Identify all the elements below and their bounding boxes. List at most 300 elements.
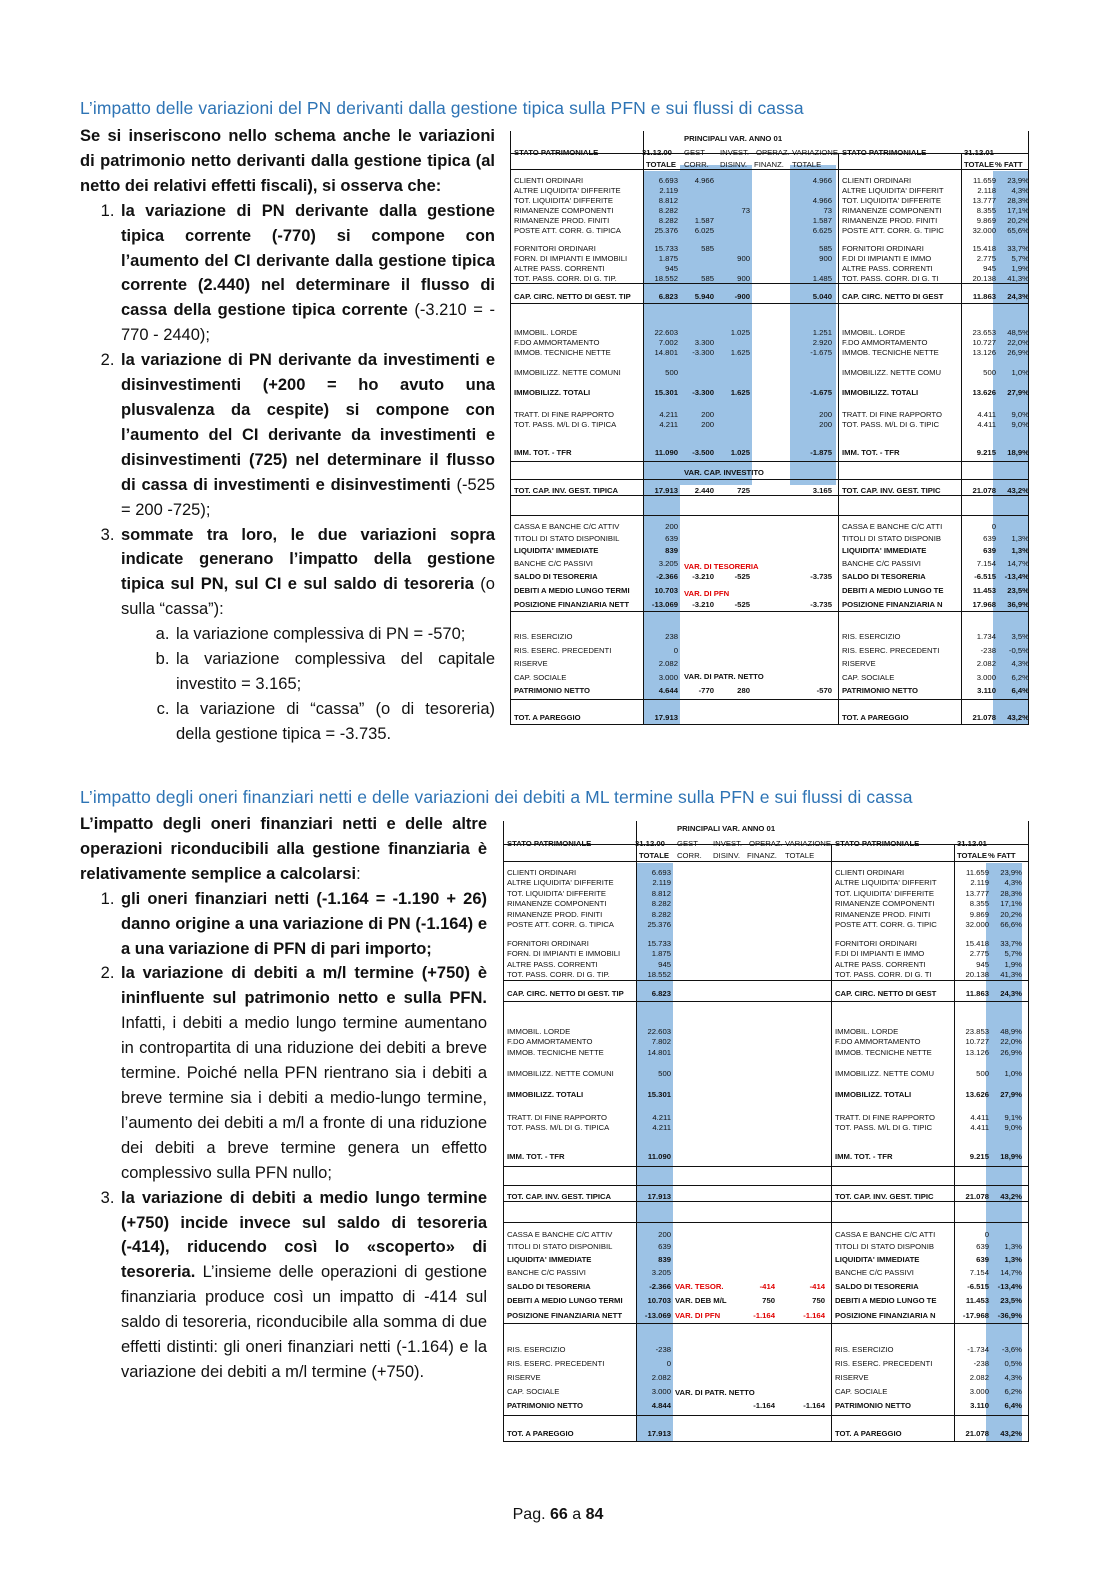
row-value-left: 17.913 xyxy=(654,713,678,722)
row-value-left: 8.812 xyxy=(658,196,678,205)
row-label-left: BANCHE C/C PASSIVI xyxy=(507,1268,586,1277)
section2-intro: L’impatto degli oneri finanziari netti e delle altre operazioni riconducibili alla gestione finanziaria è relativamente semplice a calcolarsi: xyxy=(80,815,487,883)
row-label-right: BANCHE C/C PASSIVI xyxy=(835,1268,914,1277)
label-var-pn-2: VAR. DI PATR. NETTO xyxy=(675,1388,755,1397)
row-value-left: 6.693 xyxy=(651,868,671,877)
header-gest: GEST xyxy=(684,148,705,157)
row-label-right: POSIZIONE FINANZIARIA N xyxy=(835,1311,936,1320)
row-label-left: CASSA E BANCHE C/C ATTIV xyxy=(514,522,620,531)
row-label-right: BANCHE C/C PASSIVI xyxy=(842,559,921,568)
row-perc-right: 22,0% xyxy=(1007,338,1029,347)
row-label-left: IMMOB. TECNICHE NETTE xyxy=(507,1048,604,1057)
row-variazione: 585 xyxy=(819,244,832,253)
row-value-right: 32.000 xyxy=(965,920,989,929)
row-value-right: 20.138 xyxy=(965,970,989,979)
row-value-left: 200 xyxy=(665,522,678,531)
row-value-left: 4.844 xyxy=(651,1401,671,1410)
row-value-right: 500 xyxy=(983,368,996,377)
grid-line xyxy=(510,461,1029,462)
row-perc-right: 20,2% xyxy=(1000,910,1022,919)
row-label-right: SALDO DI TESORERIA xyxy=(835,1282,919,1291)
row-label-right: RIMANENZE PROD. FINITI xyxy=(835,910,931,919)
row-label-right: TOT. A PAREGGIO xyxy=(835,1429,902,1438)
row-perc-right: 0,5% xyxy=(1004,1359,1022,1368)
row-perc-right: 9,0% xyxy=(1004,1123,1022,1132)
row-value-right: 13.777 xyxy=(965,889,989,898)
row-gest: 585 xyxy=(701,244,714,253)
row-perc-right: 17,1% xyxy=(1000,899,1022,908)
row-label-right: RISERVE xyxy=(842,659,876,668)
row-label-right: TITOLI DI STATO DISPONIB xyxy=(842,534,941,543)
row-perc-right: 1,3% xyxy=(1004,1255,1022,1264)
row-value-right: 639 xyxy=(976,1255,989,1264)
label-var-tesor: VAR. TESOR. xyxy=(675,1282,724,1291)
row-value-left: 2.119 xyxy=(659,186,678,195)
row-label-left: IMMOBILIZZ. NETTE COMUNI xyxy=(507,1069,614,1078)
row-label-right: RIS. ESERC. PRECEDENTI xyxy=(842,646,940,655)
row-value-right: 4.411 xyxy=(977,420,996,429)
row-label-right: CAP. CIRC. NETTO DI GEST xyxy=(842,292,944,301)
row-perc-right: 23,9% xyxy=(1000,868,1022,877)
row-value-right: 8.355 xyxy=(976,206,996,215)
section1-sub-b: b. la variazione complessiva del capitale investito = 3.165; xyxy=(174,647,495,697)
row-label-left: IMMOB. TECNICHE NETTE xyxy=(514,348,611,357)
row-perc-right: 1,3% xyxy=(1011,534,1029,543)
row-label-left: F.DO AMMORTAMENTO xyxy=(514,338,600,347)
row-gest: -3.300 xyxy=(692,388,714,397)
row-perc-right: 1,3% xyxy=(1011,546,1029,555)
row-value-right: 1.734 xyxy=(976,632,996,641)
section1-intro: Se si inseriscono nello schema anche le variazioni di patrimonio netto derivanti dalla gestione tipica (al netto dei relativi effetti fiscali), si osserva che: xyxy=(80,127,495,195)
header-corr: CORR. xyxy=(684,160,709,169)
row-perc-right: 14,7% xyxy=(1007,559,1029,568)
row-label-right: TOT. CAP. INV. GEST. TIPIC xyxy=(842,486,941,495)
row-value-right: 13.626 xyxy=(972,388,996,397)
row-value-right: 4.411 xyxy=(977,410,996,419)
row-gest: 3.300 xyxy=(694,338,714,347)
row-gest: 5.940 xyxy=(694,292,714,301)
row-label-right: TOT. A PAREGGIO xyxy=(842,713,909,722)
row-label-left: TOT. A PAREGGIO xyxy=(507,1429,574,1438)
row-gest: 200 xyxy=(701,410,714,419)
row-variazione: -1.675 xyxy=(810,348,832,357)
row-value-right: 13.126 xyxy=(972,348,996,357)
row-label-right: RIMANENZE PROD. FINITI xyxy=(842,216,938,225)
row-perc-right: 1,9% xyxy=(1004,960,1022,969)
header-invest: INVEST. xyxy=(720,148,750,157)
row-label-left: RIS. ESERCIZIO xyxy=(514,632,573,641)
section1-item-2: 2. la variazione di PN derivante da investimenti e disinvestimenti (+200 = ho avuto una plusvalenza da cespite) si compone con l’aumento del CI derivante da investimenti e disinvestimenti (725) nel determinare il flusso di cassa di investimenti e disinvestimenti (-525 = 200 -725); xyxy=(119,348,495,522)
header-totale-var: TOTALE xyxy=(785,851,815,860)
header-totale-right: TOTALE xyxy=(957,851,988,860)
section2-item-1: 1. gli oneri finanziari netti (-1.164 = -1.190 + 26) danno origine a una variazione di PN (-1.164) e a una variazione di PFN di pari importo; xyxy=(119,887,487,962)
row-value-right: 2.775 xyxy=(976,254,996,263)
row-label-left: ALTRE LIQUIDITA' DIFFERITE xyxy=(507,878,614,887)
grid-line xyxy=(1028,821,1029,1442)
row-perc-right: 4,3% xyxy=(1004,1373,1022,1382)
row-value-left: 839 xyxy=(658,1255,671,1264)
row-value-right: 9.869 xyxy=(976,216,996,225)
row-label-right: FORNITORI ORDINARI xyxy=(835,939,917,948)
row-value-left: 6.823 xyxy=(651,989,671,998)
row-value-left: 839 xyxy=(665,546,678,555)
row-label-left: SALDO DI TESORERIA xyxy=(514,572,598,581)
row-perc-right: 36,9% xyxy=(1007,600,1029,609)
row-label-right: TOT. PASS. M/L DI G. TIPIC xyxy=(842,420,940,429)
row-perc-right: 9,1% xyxy=(1004,1113,1022,1122)
row-label-right: F.DO AMMORTAMENTO xyxy=(842,338,928,347)
row-value-right: 17.968 xyxy=(972,600,996,609)
row-value-right: 9.215 xyxy=(969,1152,989,1161)
table-title: PRINCIPALI VAR. ANNO 01 xyxy=(684,134,783,143)
grid-line xyxy=(503,1222,1029,1223)
row-perc-right: 4,3% xyxy=(1004,878,1022,887)
row-variazione: 900 xyxy=(819,254,832,263)
row-value-right: -238 xyxy=(973,1359,989,1368)
row-value-left: 8.812 xyxy=(651,889,671,898)
row-value-right: 21.078 xyxy=(972,713,996,722)
row-label-left: CAP. CIRC. NETTO DI GEST. TIP xyxy=(507,989,624,998)
row-perc-right: 23,5% xyxy=(1000,1296,1022,1305)
row-label-left: CAP. SOCIALE xyxy=(514,673,567,682)
row-perc-right: 66,6% xyxy=(1000,920,1022,929)
row-value-right: 11.659 xyxy=(966,868,989,877)
row-perc-right: 27,9% xyxy=(1000,1090,1022,1099)
row-label-right: IMMOBIL. LORDE xyxy=(842,328,906,337)
row-value-right: 10.727 xyxy=(972,338,996,347)
row-label-left: RISERVE xyxy=(514,659,548,668)
row-value-right: 11.863 xyxy=(965,989,989,998)
header-stato-patrimoniale-right: STATO PATRIMONIALE xyxy=(842,148,927,157)
row-perc-right: 48,5% xyxy=(1007,328,1029,337)
row-label-left: RISERVE xyxy=(507,1373,541,1382)
row-value-left: 14.801 xyxy=(647,1048,671,1057)
header-finanz: FINANZ. xyxy=(747,851,777,860)
grid-line xyxy=(831,844,832,1442)
row-label-left: TOT. PASS. M/L DI G. TIPICA xyxy=(514,420,617,429)
row-value-left: 10.703 xyxy=(654,586,678,595)
row-value-left: 25.376 xyxy=(647,920,671,929)
row-gest: -3.500 xyxy=(692,448,714,457)
row-label-left: CAP. CIRC. NETTO DI GEST. TIP xyxy=(514,292,631,301)
header-date-right: 31.12.01 xyxy=(964,148,994,157)
row-value-right: 945 xyxy=(976,960,989,969)
row-label-left: IMMOBIL. LORDE xyxy=(507,1027,571,1036)
row-perc-right: 4,3% xyxy=(1011,186,1029,195)
row-label-left: TITOLI DI STATO DISPONIBIL xyxy=(514,534,620,543)
row-perc-right: 6,4% xyxy=(1011,686,1029,695)
row-value-right: 2.775 xyxy=(969,949,989,958)
row-value-right: 3.000 xyxy=(969,1387,989,1396)
row-variazione: 200 xyxy=(819,410,832,419)
row-perc-right: 1,0% xyxy=(1011,368,1029,377)
row-label-left: BANCHE C/C PASSIVI xyxy=(514,559,593,568)
row-label-left: RIMANENZE COMPONENTI xyxy=(514,206,614,215)
row-label-left: TOT. LIQUIDITA' DIFFERITE xyxy=(507,889,606,898)
row-label-right: RIMANENZE COMPONENTI xyxy=(835,899,935,908)
row-value-right: -6.515 xyxy=(967,1282,989,1291)
row-label-right: PATRIMONIO NETTO xyxy=(835,1401,912,1410)
row-perc-right: 9,0% xyxy=(1011,410,1029,419)
row-value-left: 11.090 xyxy=(647,1152,671,1161)
row-label-left: IMM. TOT. - TFR xyxy=(514,448,572,457)
row-value-left: 1.875 xyxy=(651,949,671,958)
row-variazione: 1.485 xyxy=(812,274,832,283)
row-label-right: RISERVE xyxy=(835,1373,869,1382)
row-label-left: TRATT. DI FINE RAPPORTO xyxy=(514,410,614,419)
header-variazione: VARIAZIONE xyxy=(792,148,838,157)
row-value-right: 15.418 xyxy=(965,939,989,948)
row-label-right: CASSA E BANCHE C/C ATTI xyxy=(842,522,943,531)
row-label-right: POSTE ATT. CORR. G. TIPIC xyxy=(842,226,944,235)
header-finanz: FINANZ. xyxy=(754,160,784,169)
row-label-left: CASSA E BANCHE C/C ATTIV xyxy=(507,1230,613,1239)
label-var-tesoreria: VAR. DI TESORERIA xyxy=(684,562,759,571)
row-value-left: 11.090 xyxy=(654,448,678,457)
row-label-right: TOT. PASS. CORR. DI G. TI xyxy=(835,970,932,979)
grid-line xyxy=(838,153,839,725)
header-perc-fatt: % FATT xyxy=(988,851,1016,860)
row-gest: -770 xyxy=(698,686,714,695)
grid-line xyxy=(510,515,1029,516)
row-value-left: 200 xyxy=(658,1230,671,1239)
row-value-left: 17.913 xyxy=(647,1429,671,1438)
label-var-pfn-2: VAR. DI PFN xyxy=(675,1311,721,1320)
row-value-left: 945 xyxy=(665,264,678,273)
row-label-left: LIQUIDITA' IMMEDIATE xyxy=(507,1255,592,1264)
row-value-right: 15.418 xyxy=(972,244,996,253)
row-value-left: 2.082 xyxy=(658,659,678,668)
row-value-left: -13.069 xyxy=(651,600,678,609)
row-perc-right: 1,3% xyxy=(1004,1242,1022,1251)
row-value-left: 4.211 xyxy=(652,1123,671,1132)
row-perc-right: 4,3% xyxy=(1011,659,1029,668)
section1-item-1: 1. la variazione di PN derivante dalla gestione tipica corrente (-770) si compone con l’aumento del CI derivante dalla gestione tipica corrente (2.440) nel determinare il flusso di cassa della gestione tipica corrente (-3.210 = - 770 - 2440); xyxy=(119,199,495,348)
row-perc-right: 33,7% xyxy=(1000,939,1022,948)
row-value-right: 21.078 xyxy=(965,1429,989,1438)
row-value-left: 8.282 xyxy=(651,910,671,919)
row-perc-right: 23,9% xyxy=(1007,176,1029,185)
section2-item-3: 3. la variazione di debiti a medio lungo termine (+750) incide invece sul saldo di tesoreria (-414), riducendo così lo «scoperto» di tesoreria. L’insieme delle operazioni di gestione finanziaria produce così un impatto di -414 sul saldo di tesoreria, riconducibile alla somma di due effetti distinti: gli oneri finanziari netti (-1.164) e la variazione dei debiti a m/l termine (+750). xyxy=(119,1186,487,1385)
row-label-left: TOT. CAP. INV. GEST. TIPICA xyxy=(514,486,619,495)
row-perc-right: 3,5% xyxy=(1011,632,1029,641)
header-gest: GEST xyxy=(677,839,698,848)
row-label-right: IMMOBIL. LORDE xyxy=(835,1027,899,1036)
row-gest: 2.440 xyxy=(694,486,714,495)
row-value-left: 3.000 xyxy=(658,673,678,682)
header-date-left: 31.12.00 xyxy=(642,148,672,157)
row-perc-right: -36,9% xyxy=(997,1311,1022,1320)
row-variazione: -3.735 xyxy=(810,572,832,581)
section2-text xyxy=(80,812,487,1385)
row-label-right: IMMOB. TECNICHE NETTE xyxy=(835,1048,932,1057)
var-pfn-value: -1.164 xyxy=(753,1311,775,1320)
row-label-left: IMMOBIL. LORDE xyxy=(514,328,578,337)
row-value-left: -2.366 xyxy=(656,572,678,581)
row-value-right: 21.078 xyxy=(972,486,996,495)
row-perc-right: 6,2% xyxy=(1004,1387,1022,1396)
row-value-left: 3.000 xyxy=(651,1387,671,1396)
row-perc-right: 20,2% xyxy=(1007,216,1029,225)
row-value-left: 8.282 xyxy=(658,206,678,215)
row-label-right: RIS. ESERC. PRECEDENTI xyxy=(835,1359,933,1368)
row-label-left: SALDO DI TESORERIA xyxy=(507,1282,591,1291)
row-label-right: RIS. ESERCIZIO xyxy=(842,632,901,641)
row-value-right: 639 xyxy=(976,1242,989,1251)
row-label-left: POSTE ATT. CORR. G. TIPICA xyxy=(514,226,621,235)
row-invest: 280 xyxy=(737,686,750,695)
row-label-right: ALTRE PASS. CORRENTI xyxy=(842,264,933,273)
header-totale-left: TOTALE xyxy=(646,160,677,169)
row-perc-right: -13,4% xyxy=(1004,572,1029,581)
row-perc-right: 14,7% xyxy=(1000,1268,1022,1277)
row-value-right: 0 xyxy=(984,1230,989,1239)
row-value-right: 13.777 xyxy=(972,196,996,205)
row-label-right: LIQUIDITA' IMMEDIATE xyxy=(835,1255,920,1264)
row-value-right: 3.110 xyxy=(977,686,996,695)
row-label-left: CAP. SOCIALE xyxy=(507,1387,560,1396)
row-value-left: -2.366 xyxy=(649,1282,671,1291)
row-value-left: 17.913 xyxy=(654,486,678,495)
row-value-right: 4.411 xyxy=(970,1123,989,1132)
row-perc-right: 6,4% xyxy=(1004,1401,1022,1410)
row-label-right: IMM. TOT. - TFR xyxy=(835,1152,893,1161)
row-value-left: 1.875 xyxy=(658,254,678,263)
row-label-left: F.DO AMMORTAMENTO xyxy=(507,1037,593,1046)
row-value-right: 9.869 xyxy=(969,910,989,919)
row-label-right: IMMOB. TECNICHE NETTE xyxy=(842,348,939,357)
row-perc-right: 5,7% xyxy=(1011,254,1029,263)
grid-line xyxy=(503,1323,1029,1324)
row-perc-right: 22,0% xyxy=(1000,1037,1022,1046)
row-gest: 4.966 xyxy=(694,176,714,185)
row-label-left: POSTE ATT. CORR. G. TIPICA xyxy=(507,920,614,929)
row-value-right: 0 xyxy=(991,522,996,531)
row-label-right: POSIZIONE FINANZIARIA N xyxy=(842,600,943,609)
grid-line xyxy=(503,1001,1029,1002)
row-label-right: IMMOBILIZZ. NETTE COMU xyxy=(835,1069,935,1078)
row-label-right: CAP. SOCIALE xyxy=(842,673,895,682)
row-perc-right: 26,9% xyxy=(1000,1048,1022,1057)
row-perc-right: 43,2% xyxy=(1000,1429,1022,1438)
row-value-right: 13.626 xyxy=(965,1090,989,1099)
header-date-right: 31.12.01 xyxy=(957,839,987,848)
row-value-left: 8.282 xyxy=(651,899,671,908)
label-var-pn: VAR. DI PATR. NETTO xyxy=(684,672,764,681)
section1-sub-a: a. la variazione complessiva di PN = -570; xyxy=(174,622,495,647)
row-label-left: LIQUIDITA' IMMEDIATE xyxy=(514,546,599,555)
label-var-deb: VAR. DEB M/L xyxy=(675,1296,727,1305)
row-label-right: RIS. ESERCIZIO xyxy=(835,1345,894,1354)
row-label-left: FORNITORI ORDINARI xyxy=(507,939,589,948)
header-stato-patrimoniale-left: STATO PATRIMONIALE xyxy=(507,839,592,848)
row-perc-right: 24,3% xyxy=(1000,989,1022,998)
row-perc-right: 43,2% xyxy=(1007,713,1029,722)
grid-line xyxy=(510,303,1029,304)
section1-text xyxy=(80,124,495,747)
section2-item-2: 2. la variazione di debiti a m/l termine (+750) è ininfluente sul patrimonio netto e sulla PFN. Infatti, i debiti a medio lungo termine aumentano in contropartita di una riduzione dei debiti a breve termine. Poiché nella PFN rientrano sia i debiti a breve termine sia i debiti a medio-lungo termine, l’aumento dei debiti a m/l a fronte di una riduzione dei debiti a breve termine genera un effetto complessivo sulla PFN nullo; xyxy=(119,961,487,1185)
var-tesor-value: -414 xyxy=(759,1282,775,1291)
row-perc-right: 43,2% xyxy=(1007,486,1029,495)
row-variazione: 200 xyxy=(819,420,832,429)
row-label-right: CLIENTI ORDINARI xyxy=(842,176,912,185)
row-gest: 6.025 xyxy=(694,226,714,235)
row-value-left: 7.802 xyxy=(651,1037,671,1046)
row-perc-right: 48,9% xyxy=(1000,1027,1022,1036)
row-label-left: CLIENTI ORDINARI xyxy=(514,176,584,185)
row-value-left: 15.733 xyxy=(654,244,678,253)
var-pfn-total: -1.164 xyxy=(803,1311,825,1320)
page-total: 84 xyxy=(585,1506,604,1523)
row-value-right: 13.126 xyxy=(965,1048,989,1057)
row-label-left: RIS. ESERC. PRECEDENTI xyxy=(514,646,612,655)
row-label-left: TOT. PASS. CORR. DI G. TIP. xyxy=(514,274,617,283)
row-perc-right: 41,3% xyxy=(1007,274,1029,283)
header-stato-patrimoniale-right: STATO PATRIMONIALE xyxy=(835,839,920,848)
row-perc-right: 5,7% xyxy=(1004,949,1022,958)
row-value-left: 17.913 xyxy=(647,1192,671,1201)
row-label-right: ALTRE PASS. CORRENTI xyxy=(835,960,926,969)
row-variazione: 4.966 xyxy=(812,196,832,205)
row-perc-right: -3,6% xyxy=(1001,1345,1022,1354)
row-label-right: TOT. CAP. INV. GEST. TIPIC xyxy=(835,1192,934,1201)
row-variazione: 1.251 xyxy=(812,328,832,337)
var-deb-total: 750 xyxy=(812,1296,825,1305)
row-label-right: IMMOBILIZZ. NETTE COMU xyxy=(842,368,942,377)
row-label-right: CLIENTI ORDINARI xyxy=(835,868,905,877)
row-invest: -525 xyxy=(734,572,750,581)
row-value-left: 7.002 xyxy=(658,338,678,347)
row-label-right: POSTE ATT. CORR. G. TIPIC xyxy=(835,920,937,929)
row-invest: -525 xyxy=(734,600,750,609)
grid-line xyxy=(503,1185,1029,1186)
grid-line xyxy=(510,699,1029,700)
row-invest: 900 xyxy=(737,254,750,263)
row-value-right: 500 xyxy=(976,1069,989,1078)
row-label-right: TOT. LIQUIDITA' DIFFERITE xyxy=(842,196,941,205)
row-value-right: 11.863 xyxy=(972,292,996,301)
row-label-left: DEBITI A MEDIO LUNGO TERMI xyxy=(507,1296,623,1305)
row-value-left: -13.069 xyxy=(644,1311,671,1320)
row-label-right: SALDO DI TESORERIA xyxy=(842,572,926,581)
row-invest: 1.625 xyxy=(730,388,750,397)
row-perc-right: 33,7% xyxy=(1007,244,1029,253)
row-gest: -3.210 xyxy=(692,572,714,581)
row-variazione: 2.920 xyxy=(812,338,832,347)
row-value-left: 639 xyxy=(658,1242,671,1251)
row-label-right: DEBITI A MEDIO LUNGO TE xyxy=(835,1296,937,1305)
row-label-right: F.DI DI IMPIANTI E IMMO xyxy=(835,949,925,958)
row-value-left: 0 xyxy=(666,1359,671,1368)
row-value-left: 22.603 xyxy=(654,328,678,337)
row-label-right: CASSA E BANCHE C/C ATTI xyxy=(835,1230,936,1239)
row-value-right: 11.453 xyxy=(965,1296,989,1305)
row-value-left: 238 xyxy=(665,632,678,641)
row-perc-right: 23,5% xyxy=(1007,586,1029,595)
row-perc-right: 24,3% xyxy=(1007,292,1029,301)
row-value-left: -238 xyxy=(655,1345,671,1354)
row-value-right: 4.411 xyxy=(970,1113,989,1122)
row-perc-right: 6,2% xyxy=(1011,673,1029,682)
var-tesor-total: -414 xyxy=(809,1282,825,1291)
header-totale-left: TOTALE xyxy=(639,851,670,860)
header-perc-fatt: % FATT xyxy=(995,160,1023,169)
row-label-left: TOT. PASS. M/L DI G. TIPICA xyxy=(507,1123,610,1132)
row-label-left: ALTRE LIQUIDITA' DIFFERITE xyxy=(514,186,621,195)
row-label-left: POSIZIONE FINANZIARIA NETT xyxy=(507,1311,623,1320)
grid-line xyxy=(510,724,1029,725)
row-value-left: 0 xyxy=(673,646,678,655)
